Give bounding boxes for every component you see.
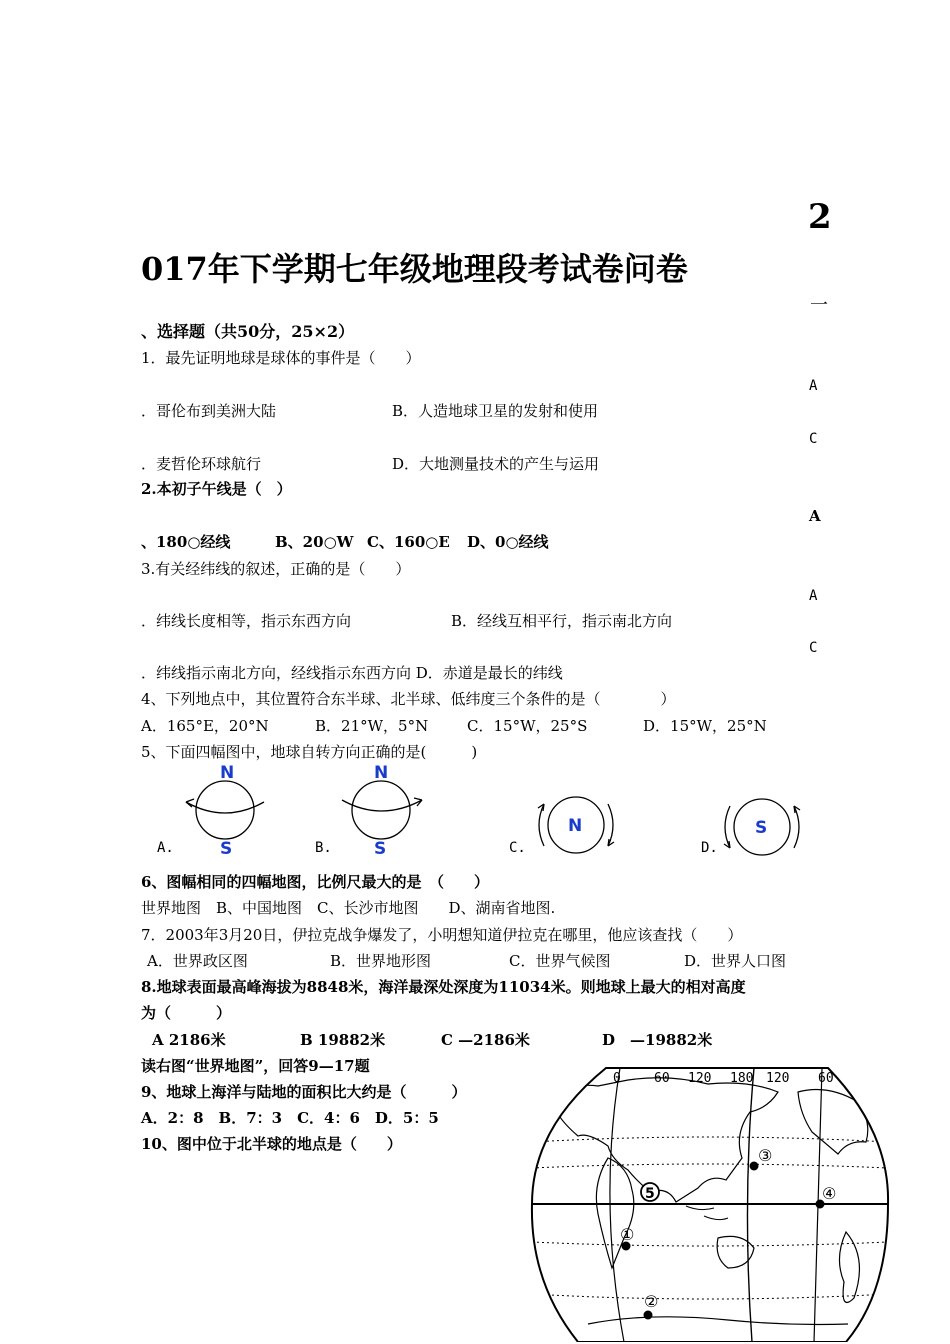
q4-option-a: A．165°E，20°N (141, 717, 269, 735)
q7-stem: 7．2003年3月20日，伊拉克战争爆发了，小明想知道伊拉克在哪里，他应该查找（ ） (141, 926, 743, 944)
q1-option-b: B．人造地球卫星的发射和使用 (392, 402, 599, 420)
q3-option-a: ．纬线长度相等，指示东西方向 (141, 612, 352, 630)
margin-letter: A (809, 507, 821, 525)
margin-letter: C (809, 640, 818, 656)
section-number-mark: 一 (810, 295, 828, 316)
section-title: 、选择题（共50分，25×2） (141, 322, 355, 341)
figure-d-label: D. (701, 840, 718, 856)
map-point-label-3: ③ (758, 1146, 773, 1165)
north-pole-label: N (568, 816, 583, 836)
q8-option-c: C —2186米 (441, 1031, 530, 1049)
q2-option-b (275, 532, 354, 552)
degree-icon: ○ (323, 533, 337, 551)
north-pole-label: N (374, 763, 389, 783)
map-point-label-5: 5 (645, 1186, 655, 1202)
degree-icon: ○ (505, 533, 519, 551)
margin-letter: C (809, 431, 818, 447)
page-title: 017年下学期七年级地理段考试卷问卷 (141, 250, 688, 288)
degree-icon: ○ (425, 533, 439, 551)
q6-stem: 6、图幅相同的四幅地图，比例尺最大的是 （ ） (141, 873, 489, 891)
q2-option-c-value: C、160 (367, 533, 426, 551)
map-intro: 读右图“世界地图”，回答9—17题 (141, 1057, 370, 1075)
rotation-figure-d (720, 792, 806, 862)
south-pole-label: S (755, 818, 768, 838)
q9-stem: 9、地球上海洋与陆地的面积比大约是（ ） (141, 1083, 467, 1101)
q2-option-c (367, 532, 450, 552)
q5-stem: 5、下面四幅图中，地球自转方向正确的是( ) (141, 743, 478, 761)
south-pole-label: S (220, 839, 233, 858)
q1-option-d: D．大地测量技术的产生与运用 (392, 455, 600, 473)
q7-option-c: C．世界气候图 (509, 952, 611, 970)
lon-label: 60 (654, 1071, 670, 1086)
rotation-figure-b (336, 762, 428, 858)
q7-option-d: D．世界人口图 (684, 952, 787, 970)
lon-label: 120 (766, 1071, 790, 1086)
q8-stem-line2: 为（ ） (141, 1004, 232, 1022)
title-leading-digit: 2 (808, 197, 832, 237)
q1-option-a: ．哥伦布到美洲大陆 (141, 402, 277, 420)
q2-stem: 2.本初子午线是（ ） (141, 480, 292, 498)
q2-option-a-value: 、180 (141, 533, 188, 551)
figure-b-label: B. (315, 840, 332, 856)
q8-stem-line1: 8.地球表面最高峰海拔为8848米，海洋最深处深度为11034米。则地球上最大的相对高度 (141, 978, 746, 996)
map-point-dot (644, 1311, 653, 1320)
south-pole-label: S (374, 839, 387, 858)
lon-label: 180 (730, 1071, 754, 1086)
q2-option-d-unit: 经线 (518, 533, 549, 551)
q2-option-a (141, 532, 230, 552)
q2-option-b-unit: W (336, 533, 354, 551)
q2-option-b-value: B、20 (275, 533, 324, 551)
q6-options: 世界地图 B、中国地图 C、长沙市地图 D、湖南省地图. (141, 899, 556, 917)
q4-option-c: C．15°W，25°S (467, 717, 588, 735)
figure-a-label: A. (157, 840, 174, 856)
margin-letter: A (809, 588, 818, 604)
lon-label: 0 (613, 1071, 621, 1086)
q1-stem: 1．最先证明地球是球体的事件是（ ） (141, 349, 421, 367)
q3-stem: 3.有关经纬线的叙述，正确的是（ ） (141, 560, 411, 578)
q2-option-a-unit: 经线 (200, 533, 231, 551)
world-map (528, 1062, 890, 1342)
q8-option-d: D —19882米 (602, 1031, 713, 1049)
q8-option-b: B 19882米 (300, 1031, 386, 1049)
q3-option-b: B．经线互相平行，指示南北方向 (451, 612, 673, 630)
figure-c-label: C. (509, 840, 526, 856)
q2-option-d-value: D、0 (467, 533, 506, 551)
q4-option-b: B．21°W，5°N (315, 717, 429, 735)
q8-option-a: A 2186米 (152, 1031, 226, 1049)
q9-options: A．2：8 B．7：3 C．4：6 D．5：5 (141, 1109, 439, 1127)
q7-option-a: A．世界政区图 (147, 952, 248, 970)
map-point-label-1: ① (620, 1225, 635, 1244)
q4-option-d: D．15°W，25°N (643, 717, 767, 735)
map-point-label-2: ② (644, 1292, 659, 1311)
q2-option-d (467, 532, 549, 552)
lon-label: 60 (818, 1071, 834, 1086)
degree-icon: ○ (187, 533, 201, 551)
q7-option-b: B．世界地形图 (330, 952, 432, 970)
q4-stem: 4、下列地点中，其位置符合东半球、北半球、低纬度三个条件的是（ ） (141, 690, 676, 708)
rotation-figure-c (534, 790, 620, 860)
margin-letter: A (809, 378, 818, 394)
q3-option-cd: ．纬线指示南北方向，经线指示东西方向 D．赤道是最长的纬线 (141, 664, 563, 682)
q1-option-c: ．麦哲伦环球航行 (141, 455, 262, 473)
map-point-label-4: ④ (822, 1184, 837, 1203)
rotation-figure-a (180, 762, 270, 858)
q10-stem: 10、图中位于北半球的地点是（ ） (141, 1135, 402, 1153)
lon-label: 120 (688, 1071, 712, 1086)
north-pole-label: N (220, 763, 235, 783)
q2-option-c-unit: E (438, 533, 450, 551)
